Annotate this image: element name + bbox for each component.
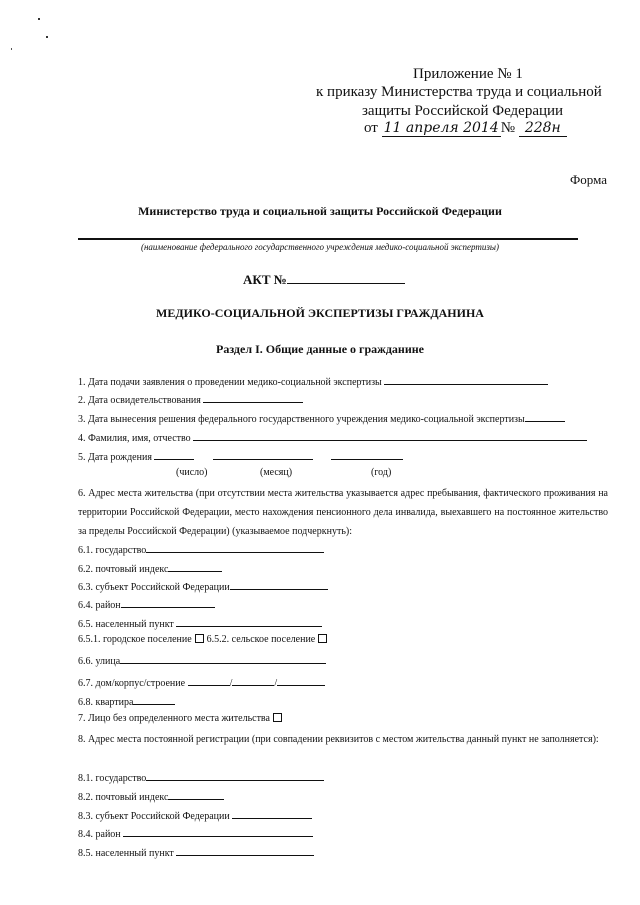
birth-day-caption: (число) <box>176 467 208 478</box>
birth-year-input[interactable] <box>331 449 403 460</box>
field-application-date: 1. Дата подачи заявления о проведении медико-социальной экспертизы <box>78 374 548 388</box>
appendix-label: Приложение № 1 <box>413 66 523 82</box>
building-input[interactable] <box>232 675 274 686</box>
field-6-5: 6.5. населенный пункт <box>78 616 322 630</box>
order-line-2: защиты Российской Федерации <box>362 103 564 119</box>
rural-settlement-checkbox[interactable] <box>318 634 327 643</box>
field-6-1: 6.1. государство <box>78 542 324 556</box>
field-residence-address: 6. Адрес места жительства (при отсутствии места жительства указывается адрес пребывания, фактического проживания на территории Российской Федерации, место нахождения пенсионного дела инвалида, выехавшего на постоянное жительство за пределы Российской Федерации) (указываемое подчеркнуть): <box>78 488 608 537</box>
field-6-7: 6.7. дом/корпус/строение / / <box>78 675 325 689</box>
decision-date-input[interactable] <box>525 411 565 422</box>
handwritten-number: 228н <box>519 120 567 137</box>
act-label: АКТ № <box>243 272 287 287</box>
structure-input[interactable] <box>277 675 325 686</box>
field-birth-date: 5. Дата рождения <box>78 449 403 463</box>
handwritten-date: 11 апреля 2014 <box>383 120 499 136</box>
reg-locality-input[interactable] <box>176 845 314 856</box>
locality-input[interactable] <box>176 616 322 627</box>
homeless-checkbox[interactable] <box>273 713 282 722</box>
field-6-6: 6.6. улица <box>78 653 326 667</box>
birth-day-input[interactable] <box>154 449 194 460</box>
reg-district-input[interactable] <box>123 826 313 837</box>
country-input[interactable] <box>146 542 324 553</box>
field-8-5: 8.5. населенный пункт <box>78 845 314 859</box>
form-label: Форма <box>570 172 607 187</box>
field-examination-date: 2. Дата освидетельствования <box>78 392 303 406</box>
field-8-2: 8.2. почтовый индекс <box>78 789 224 803</box>
birth-year-caption: (год) <box>371 467 392 478</box>
examination-date-input[interactable] <box>203 392 303 403</box>
section-title: Раздел I. Общие данные о гражданине <box>216 342 424 356</box>
street-input[interactable] <box>120 653 326 664</box>
institution-line <box>78 238 578 240</box>
field-decision-date: 3. Дата вынесения решения федерального государственного учреждения медико-социальной экспертизы <box>78 411 565 425</box>
field-6-3: 6.3. субъект Российской Федерации <box>78 579 328 593</box>
apartment-input[interactable] <box>133 694 175 705</box>
field-6-2: 6.2. почтовый индекс <box>78 561 222 575</box>
scan-speck <box>38 18 40 20</box>
urban-settlement-checkbox[interactable] <box>195 634 204 643</box>
field-homeless: 7. Лицо без определенного места жительства <box>78 713 285 724</box>
region-input[interactable] <box>230 579 328 590</box>
house-input[interactable] <box>188 675 230 686</box>
from-prefix: от <box>364 120 378 136</box>
act-number-blank[interactable] <box>287 273 405 284</box>
field-8-3: 8.3. субъект Российской Федерации <box>78 808 312 822</box>
field-6-8: 6.8. квартира <box>78 694 175 708</box>
district-input[interactable] <box>121 597 215 608</box>
reg-country-input[interactable] <box>146 770 324 781</box>
reg-region-input[interactable] <box>232 808 312 819</box>
field-6-5-settlement: 6.5.1. городское поселение 6.5.2. сельское поселение <box>78 634 330 645</box>
document-title: МЕДИКО-СОЦИАЛЬНОЙ ЭКСПЕРТИЗЫ ГРАЖДАНИНА <box>156 306 484 320</box>
number-prefix: № <box>500 120 516 136</box>
order-line-1: к приказу Министерства труда и социальной <box>316 84 602 100</box>
ministry-name: Министерство труда и социальной защиты Российской Федерации <box>138 204 502 218</box>
field-8-1: 8.1. государство <box>78 770 324 784</box>
act-number <box>243 272 405 288</box>
birth-month-caption: (месяц) <box>260 467 293 478</box>
birth-month-input[interactable] <box>213 449 313 460</box>
field-full-name: 4. Фамилия, имя, отчество <box>78 430 587 444</box>
institution-caption: (наименование федерального государственного учреждения медико-социальной экспертизы) <box>140 242 500 252</box>
field-registration-address: 8. Адрес места постоянной регистрации (при совпадении реквизитов с местом жительства данный пункт не заполняется): <box>78 734 599 745</box>
application-date-input[interactable] <box>384 374 548 385</box>
full-name-input[interactable] <box>193 430 587 441</box>
order-date-line <box>364 120 567 137</box>
reg-postal-code-input[interactable] <box>168 789 224 800</box>
field-6-4: 6.4. район <box>78 597 215 611</box>
scan-speck <box>11 48 12 50</box>
scan-speck <box>46 36 48 38</box>
field-8-4: 8.4. район <box>78 826 313 840</box>
postal-code-input[interactable] <box>168 561 222 572</box>
